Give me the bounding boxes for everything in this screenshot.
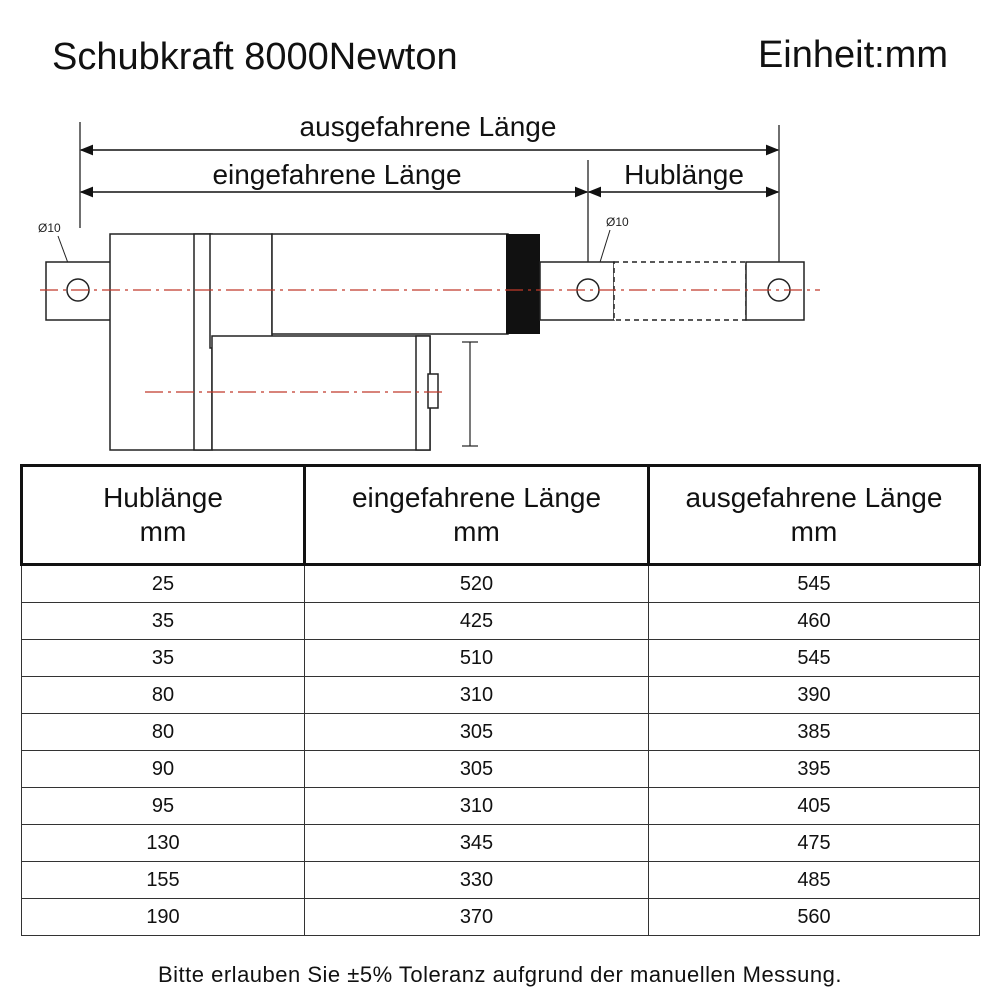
cell-stroke: 90 bbox=[22, 751, 305, 788]
cell-extended: 395 bbox=[649, 751, 980, 788]
cell-retracted: 310 bbox=[305, 788, 649, 825]
cell-stroke: 35 bbox=[22, 603, 305, 640]
table-row bbox=[22, 677, 980, 714]
header-stroke-unit: mm bbox=[139, 516, 187, 547]
header-extended-unit: mm bbox=[790, 516, 838, 547]
cell-retracted: 370 bbox=[305, 899, 649, 936]
cell-stroke: 80 bbox=[22, 714, 305, 751]
table-row bbox=[22, 825, 980, 862]
table-row bbox=[22, 714, 980, 751]
cell-extended: 485 bbox=[649, 862, 980, 899]
dimension-label-stroke: Hublänge bbox=[624, 159, 744, 190]
cell-stroke: 155 bbox=[22, 862, 305, 899]
tolerance-note: Bitte erlauben Sie ±5% Toleranz aufgrund der manuellen Messung. bbox=[157, 962, 842, 987]
actuator-drawing bbox=[0, 0, 1000, 460]
cell-retracted: 330 bbox=[305, 862, 649, 899]
actuator-body bbox=[46, 234, 508, 450]
cell-retracted: 305 bbox=[305, 714, 649, 751]
cell-extended: 545 bbox=[649, 640, 980, 677]
cell-extended: 390 bbox=[649, 677, 980, 714]
header-extended-label: ausgefahrene Länge bbox=[685, 482, 943, 513]
hole-diameter-front-label: Ø10 bbox=[606, 215, 629, 229]
table-row bbox=[22, 899, 980, 936]
dimension-label-retracted: eingefahrene Länge bbox=[212, 159, 462, 190]
cell-extended: 405 bbox=[649, 788, 980, 825]
cell-retracted: 510 bbox=[305, 640, 649, 677]
table-row bbox=[22, 640, 980, 677]
header-extended bbox=[649, 466, 980, 565]
header-retracted-label: eingefahrene Länge bbox=[351, 482, 602, 513]
cell-stroke: 35 bbox=[22, 640, 305, 677]
header-retracted-unit: mm bbox=[453, 516, 500, 547]
header-stroke bbox=[22, 466, 305, 565]
cell-stroke: 80 bbox=[22, 677, 305, 714]
spec-table bbox=[20, 464, 981, 936]
cell-retracted: 520 bbox=[305, 565, 649, 603]
cell-stroke: 190 bbox=[22, 899, 305, 936]
unit-label: Einheit:mm bbox=[757, 34, 948, 76]
table-row bbox=[22, 751, 980, 788]
page-title: Schubkraft 8000Newton bbox=[52, 36, 458, 78]
cell-extended: 560 bbox=[649, 899, 980, 936]
cell-retracted: 345 bbox=[305, 825, 649, 862]
hole-diameter-rear-label: Ø10 bbox=[38, 221, 61, 235]
cell-stroke: 130 bbox=[22, 825, 305, 862]
header-retracted bbox=[305, 466, 649, 565]
cell-stroke: 95 bbox=[22, 788, 305, 825]
cell-retracted: 425 bbox=[305, 603, 649, 640]
cell-retracted: 310 bbox=[305, 677, 649, 714]
cell-extended: 460 bbox=[649, 603, 980, 640]
table-row bbox=[22, 862, 980, 899]
header-stroke-label: Hublänge bbox=[103, 482, 223, 513]
cell-extended: 545 bbox=[649, 565, 980, 603]
cell-extended: 385 bbox=[649, 714, 980, 751]
cell-extended: 475 bbox=[649, 825, 980, 862]
table-row bbox=[22, 788, 980, 825]
table-header-row bbox=[22, 466, 980, 565]
table-row bbox=[22, 603, 980, 640]
dimension-label-extended: ausgefahrene Länge bbox=[299, 111, 557, 142]
cell-retracted: 305 bbox=[305, 751, 649, 788]
actuator-seal-ring bbox=[506, 234, 540, 334]
table-row bbox=[22, 565, 980, 603]
cell-stroke: 25 bbox=[22, 565, 305, 603]
